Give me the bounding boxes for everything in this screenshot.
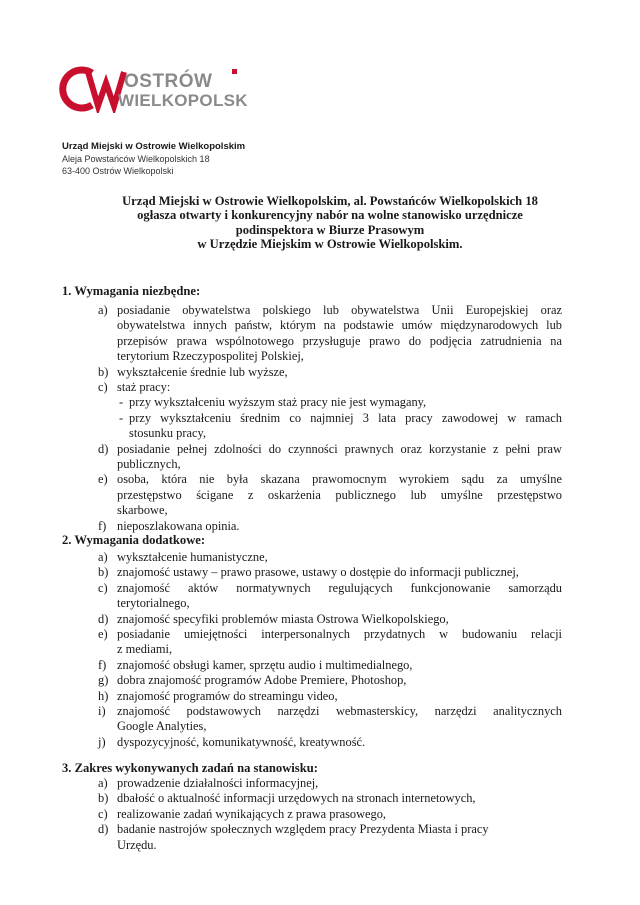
sub-item-dash: - [119,395,124,410]
item-text: terytorialnego, [117,596,190,611]
cw-logo-mark-icon [58,63,248,113]
title-line: ogłasza otwarty i konkurencyjny nabór na wolne stanowisko urzędnicze [137,208,523,223]
item-label: b) [98,791,109,806]
item-text: znajomość specyfiki problemów miasta Ostrowa Wielkopolskiego, [117,611,449,626]
list-item [62,822,562,853]
item-label: f) [98,657,107,672]
list-item [62,807,562,822]
item-label: d) [98,611,109,626]
sub-item [117,411,562,442]
list-item [62,442,562,473]
item-text: przepisów prawa wspólnotowego przysługuje prawo do podjęcia zatrudnienia na [117,333,562,348]
list-item [62,365,562,380]
item-text: posiadanie pełnej zdolności do czynności prawnych oraz korzystanie z pełni praw [117,441,562,456]
logo-wordmark-top: OSTRÓW [124,71,213,92]
list-item [62,704,562,735]
item-text: badanie nastrojów społecznych względem pracy Prezydenta Miasta i pracy [117,822,489,837]
announcement-title [70,194,590,251]
item-text: terytorium Rzeczypospolitej Polskiej, [117,349,304,364]
item-text: dobra znajomość programów Adobe Premiere, Photoshop, [117,673,407,688]
item-text: znajomość programów do streamingu video, [117,688,338,703]
list-item [62,791,562,806]
item-text: osoba, która nie była skazana prawomocnym wyrokiem sądu za umyślne [117,472,562,487]
logo-accent-square [232,69,237,74]
item-text: wykształcenie humanistyczne, [117,550,268,564]
list-item [62,776,562,791]
item-label: i) [98,704,106,719]
title-line: Urząd Miejski w Ostrowie Wielkopolskim, al. Powstańców Wielkopolskich 18 [122,194,538,208]
item-label: a) [98,776,108,790]
section-duties [62,760,562,853]
list-item [62,612,562,627]
item-text: dbałość o aktualność informacji urzędowych na stronach internetowych, [117,791,476,806]
item-text: realizowanie zadań wynikających z prawa prasowego, [117,806,387,821]
item-label: f) [98,518,107,533]
item-label: a) [98,303,108,317]
item-text: skarbowe, [117,503,168,518]
item-label: c) [98,380,108,395]
office-street: Aleja Powstańców Wielkopolskich 18 [62,154,210,164]
sub-item-text: przy wykształceniu wyższym staż pracy nie jest wymagany, [129,395,427,410]
item-text: staż pracy: [117,380,171,395]
list-item [62,581,562,612]
title-line: podinspektora w Biurze Prasowym [235,222,425,237]
list-item [62,735,562,750]
item-text: Urzędu. [117,837,157,852]
sub-item [117,395,562,410]
item-text: nieposzlakowana opinia. [117,518,240,533]
section-required [62,283,562,534]
office-city: 63-400 Ostrów Wielkopolski [62,166,174,176]
item-text: posiadanie obywatelstwa polskiego lub obywatelstwa Unii Europejskiej oraz [117,303,562,317]
section-heading: 3. Zakres wykonywanych zadań na stanowisku: [62,761,318,775]
item-label: a) [98,550,108,564]
item-text: wykształcenie średnie lub wyższe, [117,364,288,379]
requirements-list [62,303,562,534]
sub-item-dash: - [119,410,124,425]
item-text: posiadanie umiejętności interpersonalnych przydatnych w budowaniu relacji [117,627,562,642]
title-line: w Urzędzie Miejskim w Ostrowie Wielkopolskim. [197,236,463,251]
item-label: h) [98,688,109,703]
item-text: obywatelstwa innych państw, którym na podstawie umów międzynarodowych lub [117,318,562,333]
item-text: znajomość podstawowych narzędzi webmasterskicy, narzędzi analitycznych [117,704,562,719]
item-label: d) [98,822,109,837]
duties-list [62,776,562,853]
item-label: d) [98,441,109,456]
item-text: prowadzenie działalności informacyjnej, [117,776,319,790]
list-item [62,689,562,704]
list-item [62,472,562,518]
item-label: b) [98,565,109,580]
item-label: g) [98,673,109,688]
list-item [62,658,562,673]
section-heading: 1. Wymagania niezbędne: [62,284,201,298]
item-text: znajomość obsługi kamer, sprzętu audio i multimedialnego, [117,657,413,672]
logo-wordmark-bottom: WIELKOPOLSKI [118,91,248,110]
office-name: Urząd Miejski w Ostrowie Wielkopolskim [62,141,246,152]
item-text: znajomość ustawy – prawo prasowe, ustawy o dostępie do informacji publicznej, [117,565,519,580]
item-label: j) [98,734,106,749]
list-item [62,550,562,565]
sub-item-text: przy wykształceniu średnim co najmniej 3 lata pracy zawodowej w ramach [129,410,562,425]
item-text: przestępstwo ścigane z oskarżenia publicznego lub umyślne przestępstwo [117,487,562,502]
office-address-block [62,141,245,177]
item-text: dyspozycyjność, komunikatywność, kreatywność. [117,734,366,749]
section-heading: 2. Wymagania dodatkowe: [62,533,206,547]
list-item [62,380,562,442]
item-label: b) [98,364,109,379]
item-text: Google Analyties, [117,719,207,734]
city-logo [58,63,248,113]
item-text: z mediami, [117,642,173,657]
list-item [62,673,562,688]
list-item [62,627,562,658]
item-text: publicznych, [117,457,181,472]
section-additional [62,532,562,750]
additional-list [62,550,562,750]
item-label: c) [98,806,108,821]
list-item [62,565,562,580]
sub-item-text: stosunku pracy, [129,426,206,441]
item-label: e) [98,472,108,487]
list-item [62,303,562,365]
item-label: e) [98,627,108,642]
item-text: znajomość aktów normatywnych regulujących funkcjonowanie samorządu [117,580,562,595]
item-label: c) [98,580,108,595]
